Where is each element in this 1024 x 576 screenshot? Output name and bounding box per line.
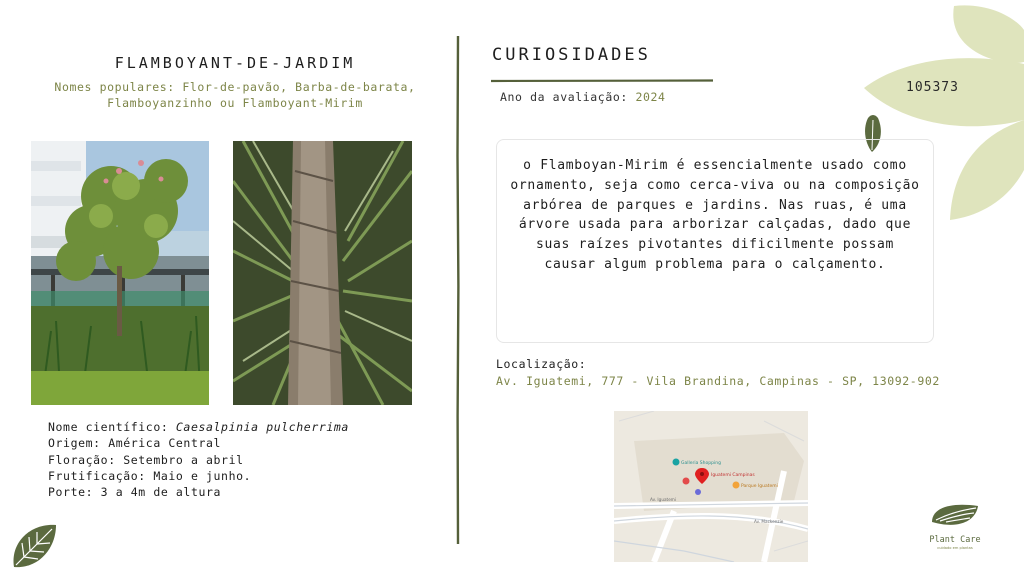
fact-size: Porte: 3 a 4m de altura: [48, 485, 222, 500]
title-underline: [491, 69, 713, 75]
fact-scientific-name: [48, 419, 349, 435]
fact-flowering: Floração: Setembro a abril: [48, 452, 244, 467]
year-value: 2024: [635, 90, 666, 104]
curiosities-text: o Flamboyan-Mirim é essencialmente usado como ornamento, seja como cerca-viva ou na composição arbórea de parques e jardins. Nas ruas, é uma árvore usada para arborizar calçadas, dado que suas raízes pivotantes dificilmente possam causar algum problema para o calçamento.: [510, 158, 920, 272]
plant-photo-shrub: [31, 141, 209, 405]
popular-names-line-1: Nomes populares: Flor-de-pavão, Barba-de-barata,: [54, 80, 416, 94]
map-street-2: Av. Mackenzie: [754, 519, 784, 524]
location-address: Av. Iguatemi, 777 - Vila Brandina, Campinas - SP, 13092-902: [496, 374, 940, 388]
map-poi-2: Iguatemi Campinas: [711, 473, 755, 478]
leaf-icon: [10, 521, 58, 571]
popular-names-line-2: Flamboyanzinho ou Flamboyant-Mirim: [107, 96, 363, 110]
plant-title: FLAMBOYANT-DE-JARDIM: [114, 54, 356, 72]
location-label: Localização:: [496, 357, 587, 371]
fact-origin: Origem: América Central: [48, 436, 222, 451]
curiosities-title: CURIOSIDADES: [492, 45, 651, 65]
plant-care-logo: [922, 500, 988, 552]
column-divider: [455, 36, 461, 544]
logo-tagline: cuidado em plantas: [937, 546, 973, 550]
plant-code: 105373: [906, 80, 959, 95]
evaluation-year: [500, 90, 666, 104]
map-street-1: Av. Iguatemi: [650, 497, 677, 502]
popular-names: [50, 79, 420, 111]
plant-facts: [48, 419, 349, 500]
logo-name: Plant Care: [929, 535, 981, 545]
scientific-label: Nome científico:: [48, 420, 176, 434]
plant-photo-trunk: [233, 141, 412, 405]
year-label: Ano da avaliação:: [500, 90, 636, 104]
location-map[interactable]: [614, 411, 808, 562]
scientific-value: Caesalpinia pulcherrima: [175, 420, 349, 434]
fact-fruiting: Frutificação: Maio e junho.: [48, 468, 252, 483]
curiosities-text-box: [496, 139, 934, 343]
map-poi-3: Parque Iguatemi: [741, 484, 778, 489]
map-poi-1: Galleria Shopping: [681, 461, 721, 466]
